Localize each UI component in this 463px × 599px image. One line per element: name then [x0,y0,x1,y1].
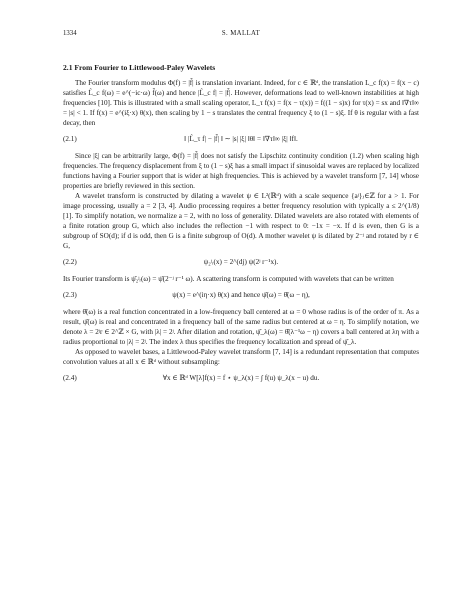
body-text [63,63,419,390]
equation-2-2 [63,255,419,270]
equation-body: ψ(x) = e^(iη·x) θ(x) and hence ψ̂(ω) = θ̂(ω − η), [172,291,310,299]
paragraph-1: The Fourier transform modulus Φ(f) = |f̂| is translation invariant. Indeed, for c ∈ ℝᵈ, the translation L_c f(x) = f(x − c) satisfies L̂_c f(ω) = e^(−ic·ω) f̂(ω) and hence |L̂_c f| = |f̂|. However, deformations lead to well-known instabilities at high frequencies [10]. This is illustrated with a small scaling operator, L_τ f(x) = f(x − τ(x)) = f((1 − s)x) for τ(x) = sx and ‖∇τ‖∞ = |s| < 1. If f(x) = e^(iξ·x) θ(x), then scaling by 1 − s translates the central frequency ξ to (1 − s)ξ. If θ is regular with a fast decay, then [63,79,419,127]
equation-body: ‖ |L̂_τ f| − |f̂| ‖ ∼ |s| |ξ| ‖θ‖ = ‖∇τ‖∞ |ξ| ‖f‖. [184,135,298,143]
equation-number: (2.1) [63,135,77,143]
equation-number: (2.4) [63,374,77,382]
paragraph-6: As opposed to wavelet bases, a Littlewood-Paley wavelet transform [7, 14] is a redundant representation that computes convolution values at all x ∈ ℝᵈ without subsampling: [63,348,419,366]
equation-2-3 [63,288,419,303]
equation-number: (2.3) [63,291,77,299]
paragraph-3: A wavelet transform is constructed by dilating a wavelet ψ ∈ L²(ℝᵈ) with a scale sequence {aʲ}ⱼ∈ℤ for a > 1. For image processing, usually a = 2 [3, 4]. Audio processing requires a better frequency resolution with typically a ≤ 2^(1/8) [1]. To simplify notation, we normalize a = 2, with no loss of generality. Dilated wavelets are also rotated with elements of a finite rotation group G, which also includes the reflection −1 with respect to 0: −1x = −x. If d is even, then G is a subgroup of SO(d); if d is odd, then G is a finite subgroup of O(d). A mother wavelet ψ is dilated by 2⁻ʲ and rotated by r ∈ G, [63,192,419,250]
equation-body: ∀x ∈ ℝᵈ W[λ]f(x) = f ⋆ ψ_λ(x) = ∫ f(u) ψ_λ(x − u) du. [162,374,320,382]
section-title: 2.1 From Fourier to Littlewood-Paley Wavelets [63,63,216,72]
running-head: S. MALLAT [221,30,261,37]
equation-2-1 [63,132,419,147]
equation-body: ψ₂ʲᵣ(x) = 2^(dj) ψ(2ʲ r⁻¹x). [203,258,279,266]
equation-number: (2.2) [63,258,77,266]
paragraph-5: where θ̂(ω) is a real function concentrated in a low-frequency ball centered at ω = 0 whose radius is of the order of π. As a result, ψ̂(ω) is real and concentrated in a frequency ball of the same radius but centered at ω = η. To simplify notation, we denote λ = 2ʲr ∈ 2^ℤ × G, with |λ| = 2ʲ. After dilation and rotation, ψ̂_λ(ω) = θ̂(λ⁻¹ω − η) covers a ball centered at λη with a radius proportional to |λ| = 2ʲ. The index λ thus specifies the frequency localization and spread of ψ̂_λ. [63,308,419,346]
page-number: 1334 [63,30,77,37]
page-header [63,30,419,40]
paragraph-4: Its Fourier transform is ψ̂₂ʲᵣ(ω) = ψ̂(2⁻ʲ r⁻¹ ω). A scattering transform is computed with wavelets that can be written [63,275,394,283]
paragraph-2: Since |ξ| can be arbitrarily large, Φ(f) = |f̂| does not satisfy the Lipschitz continuity condition (1.2) when scaling high frequencies. The frequency displacement from ξ to (1 − s)ξ has a small impact if sinusoidal waves are replaced by localized functions having a Fourier support that is wider at high frequencies. This is achieved by a wavelet transform [7, 14] whose properties are briefly reviewed in this section. [63,152,419,190]
equation-2-4 [63,371,419,386]
